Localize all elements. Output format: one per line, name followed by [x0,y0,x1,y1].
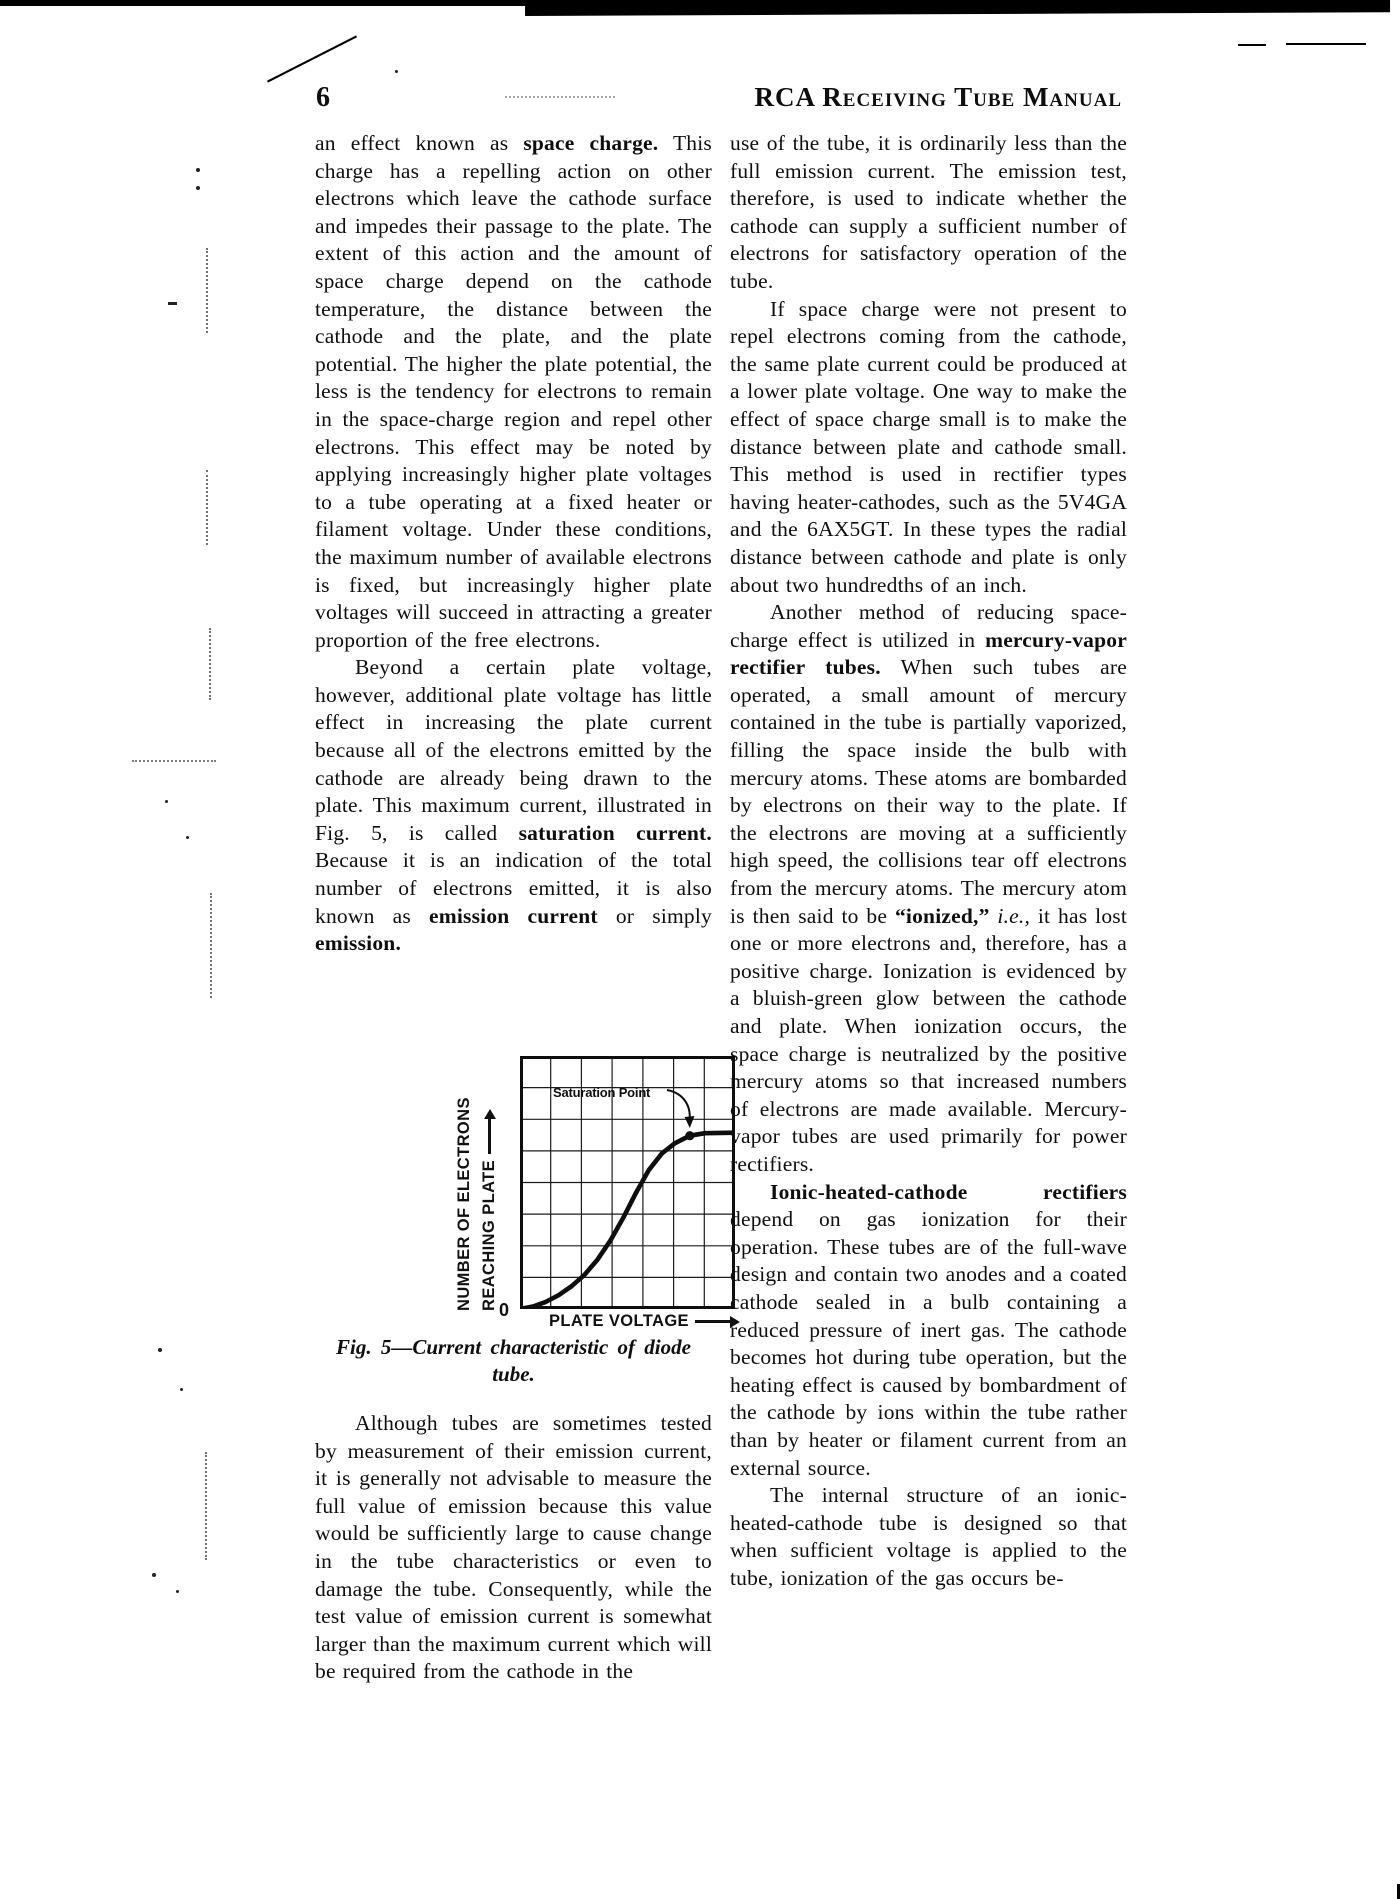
paragraph: Beyond a certain plate voltage, however, additional plate voltage has little effect in increasing the plate current because all of the electrons emitted by the cathode are already being drawn to the plate. This maximum current, illustrated in Fig. 5, is called saturation current. Because it is an indication of the total number of electrons emitted, it is also known as emission current or simply emission. [315,655,712,956]
page-number: 6 [316,82,330,113]
right-column [730,130,1127,1592]
scan-noise [196,186,200,190]
up-arrow-icon [488,1118,491,1154]
origin-label: 0 [499,1300,510,1320]
scan-noise [206,470,208,545]
y-axis-label-line1: NUMBER OF ELECTRONS [455,1097,473,1311]
scan-noise [132,760,216,762]
scan-noise [267,35,357,82]
paragraph: Ionic-heated-cathode rectifiers depend on gas ionization for their operation. These tubes are of the full-wave design and contain two anodes and a coated cathode sealed in a bulb containing a reduced pressure of inert gas. The cathode becomes hot during tube operation, but the heating effect is caused by bombardment of the cathode by ions within the tube rather than by heater or filament current from an external source. [730,1179,1127,1480]
scan-noise [1238,44,1266,46]
x-axis-label-text: PLATE VOLTAGE [549,1312,689,1330]
figure-x-axis-label [520,1312,760,1331]
scan-noise [152,1573,156,1577]
scan-noise [209,628,211,700]
scan-noise [196,168,200,172]
saturation-point-dot [685,1131,694,1140]
scan-noise [205,1452,207,1560]
scan-noise [505,96,615,98]
figure-caption: Fig. 5—Current characteristic of diode tube. [336,1335,691,1386]
left-column-bottom [315,1410,712,1686]
scan-noise [158,1348,162,1352]
scan-noise [176,1590,179,1593]
annotation-arrow-head [685,1116,695,1128]
right-arrow-icon [695,1320,731,1323]
scan-noise [180,1388,183,1391]
scan-noise [168,302,177,305]
scan-noise [210,893,212,998]
scan-noise [525,0,1390,16]
scan-noise [165,800,168,803]
paragraph: The internal structure of an ionic-heated-cathode tube is designed so that when sufficient voltage is applied to the tube, ionization of the gas occurs be- [730,1483,1127,1590]
figure-y-axis-label [452,1056,506,1311]
paragraph: an effect known as space charge. This charge has a repelling action on other electrons which leave the cathode surface and impedes their passage to the plate. The extent of this action and the amount of space charge depend on the cathode temperature, the distance between the cathode and the plate, and the plate potential. The higher the plate potential, the less is the tendency for electrons to remain in the space-charge region and repel other electrons. This effect may be noted by applying increasingly higher plate voltages to a tube operating at a fixed heater or filament voltage. Under these conditions, the maximum number of available electrons is fixed, but increasingly higher plate voltages will succeed in attracting a greater proportion of the free electrons. [315,131,712,652]
y-axis-label-line2: REACHING PLATE [480,1159,498,1311]
paragraph: Another method of reducing space-charge effect is utilized in mercury-vapor rectifier tubes. When such tubes are operated, a small amount of mercury contained in the tube is partially vaporized, filling the space inside the bulb with mercury atoms. These atoms are bombarded by electrons on their way to the plate. If the electrons are moving at a sufficiently high speed, the collisions tear off electrons from the mercury atoms. The mercury atom is then said to be “ionized,” i.e., it has lost one or more electrons and, therefore, has a positive charge. Ionization is evidenced by a bluish-green glow between the cathode and plate. When ionization occurs, the space charge is neutralized by the positive mercury atoms so that increased numbers of electrons are made available. Mercury-vapor tubes are used primarily for power rectifiers. [730,600,1128,1176]
paragraph: use of the tube, it is ordinarily less than the full emission current. The emission test, therefore, is used to indicate whether the cathode can supply a sufficient number of electrons for satisfactory operation of the tube. [730,131,1127,293]
scan-noise [186,836,189,839]
left-column-top [315,130,712,958]
diode-current-curve [520,1133,735,1309]
annotation-arrow [667,1090,690,1120]
scan-noise [395,70,398,73]
scan-noise [206,248,208,333]
header-title: RCA Receiving Tube Manual [754,82,1122,112]
paragraph: If space charge were not present to repel electrons coming from the cathode, the same plate current could be produced at a lower plate voltage. One way to make the effect of space charge small is to make the distance between plate and cathode small. This method is used in rectifier types having heater-cathodes, such as the 5V4GA and the 6AX5GT. In these types the radial distance between cathode and plate is only about two hundredths of an inch. [730,296,1127,597]
figure-plot-area [520,1056,735,1309]
paragraph: Although tubes are sometimes tested by measurement of their emission current, it is generally not advisable to measure the full value of emission because this value would be sufficiently large to cause change in the tube characteristics or even to damage the tube. Consequently, while the test value of emission current is somewhat larger than the maximum current which will be required from the cathode in the [315,1411,712,1684]
saturation-point-label: Saturation Point [553,1085,651,1100]
scan-noise [1286,43,1366,45]
